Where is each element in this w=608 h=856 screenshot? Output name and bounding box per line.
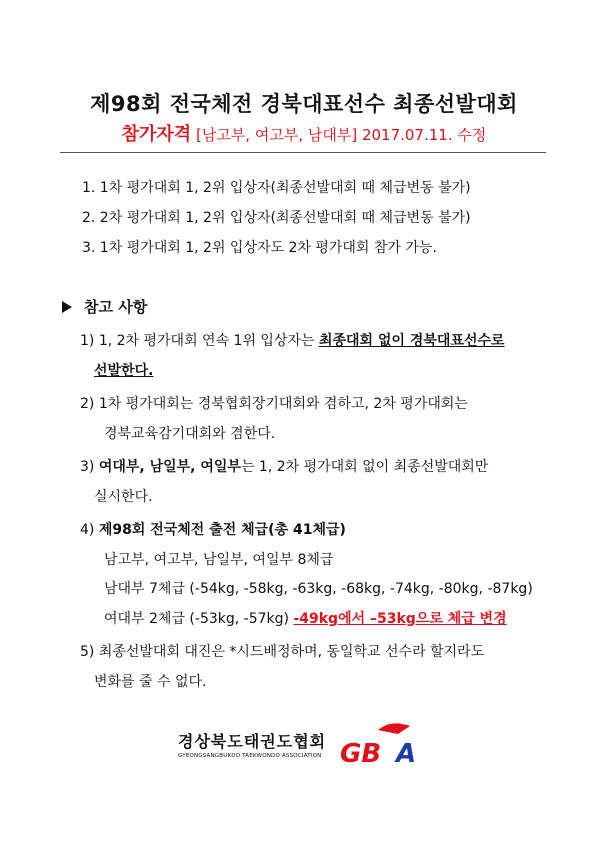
subtitle-main: 참가자격: [121, 124, 192, 145]
note-1-cont: [94, 360, 153, 380]
note-3-prefix: 3): [80, 459, 99, 475]
svg-text:GB: GB: [340, 739, 382, 768]
association-logo: [178, 720, 428, 768]
qualification-3: 3. 1차 평가대회 1, 2위 입상자도 2차 평가대회 참가 가능.: [82, 240, 437, 256]
gbta-logo-mark-icon: [338, 720, 428, 768]
document-subtitle: [0, 120, 608, 146]
document-title: 제98회 전국체전 경북대표선수 최종선발대회: [90, 92, 518, 116]
notes-heading: [62, 296, 147, 317]
note-3-bold: 여대부, 남일부, 여일부: [98, 459, 241, 475]
note-3: [80, 456, 488, 476]
note-1-emphasis-cont: 선발한다.: [94, 363, 154, 379]
triangle-bullet-icon: [62, 301, 72, 313]
note-4-prefix: 4): [80, 522, 99, 538]
notes-heading-label: 참고 사항: [84, 298, 148, 316]
qualification-1: 1. 1차 평가대회 1, 2위 입상자(최종선발대회 때 체급변동 불가): [82, 180, 471, 196]
note-1-text: 1) 1, 2차 평가대회 연속 1위 입상자는: [80, 333, 319, 349]
svg-text:A: A: [396, 739, 417, 768]
note-4-line-3: [104, 608, 507, 628]
note-4-line-1: 남고부, 여고부, 남일부, 여일부 8체급: [104, 552, 334, 568]
note-4-line-3-text: 여대부 2체급 (-53kg, -57kg): [104, 611, 294, 627]
note-3-cont: 실시한다.: [94, 489, 153, 505]
logo-english-name: GYEONGSANGBUKDO TAEKWONDO ASSOCIATION: [178, 753, 322, 759]
note-2: 2) 1차 평가대회는 경북협회장기대회와 겸하고, 2차 평가대회는: [80, 396, 468, 412]
title-divider: [60, 152, 546, 153]
logo-korean-name: 경상북도태권도협회: [178, 732, 327, 751]
note-5: 5) 최종선발대회 대진은 *시드배정하며, 동일학교 선수라 할지라도: [80, 644, 485, 660]
subtitle-detail: [남고부, 여고부, 남대부] 2017.07.11. 수정: [195, 126, 487, 144]
note-4-line-3-change: -49kg에서 –53kg으로 체급 변경: [293, 611, 507, 627]
note-4: [80, 519, 346, 539]
qualification-2: 2. 2차 평가대회 1, 2위 입상자(최종선발대회 때 체급변동 불가): [82, 210, 471, 226]
note-5-cont: 변화를 줄 수 없다.: [94, 674, 207, 690]
note-3-rest: 는 1, 2차 평가대회 없이 최종선발대회만: [240, 459, 489, 475]
note-1: [80, 330, 505, 350]
note-2-cont: 경북교육감기대회와 겸한다.: [104, 426, 276, 442]
note-4-line-2: 남대부 7체급 (-54kg, -58kg, -63kg, -68kg, -74kg, -80kg, -87kg): [104, 581, 533, 597]
note-4-bold: 제98회 전국체전 출전 체급(총 41체급): [98, 522, 346, 538]
note-1-emphasis: 최종대회 없이 경북대표선수로: [318, 333, 505, 349]
